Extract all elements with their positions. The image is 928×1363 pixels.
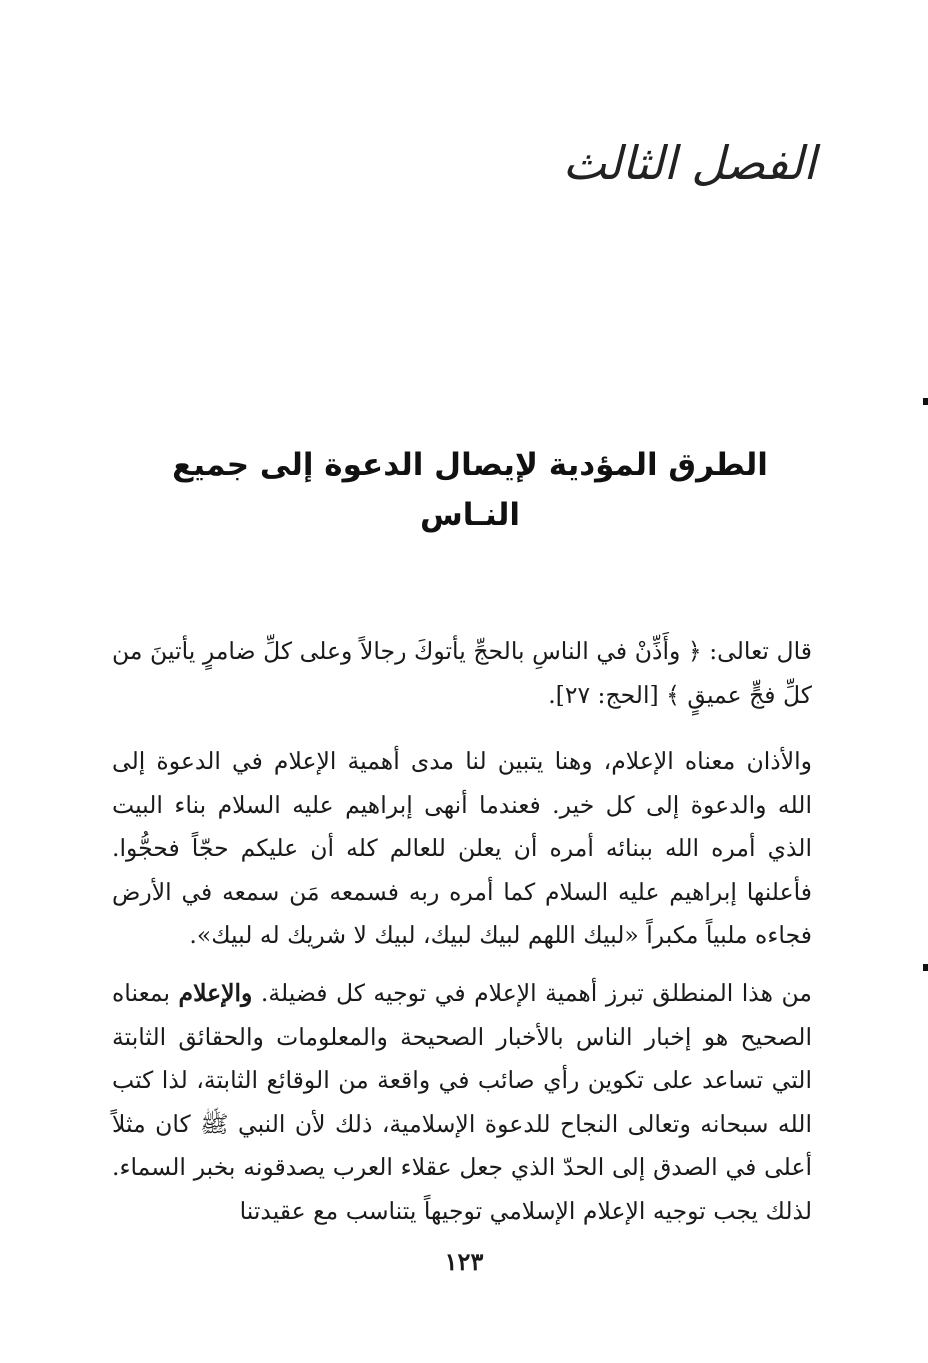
- page-number: ١٢٣: [444, 1247, 484, 1276]
- scan-edge-mark: [923, 964, 928, 971]
- paragraph-verse: قال تعالى: ﴿ وأَذِّنْ في الناسِ بالحجِّ يأتوكَ رجالاً وعلى كلِّ ضامرٍ يأتينَ من كلِّ فجٍّ عميقٍ ﴾ [الحج: ٢٧].: [112, 637, 812, 709]
- paragraph-adhan: والأذان معناه الإعلام، وهنا يتبين لنا مدى أهمية الإعلام في الدعوة إلى الله والدعوة إلى كل خير. فعندما أنهى إبراهيم عليه السلام بناء البيت الذي أمره الله ببنائه أمره أن يعلن للعالم كله أن عليكم حجّاً فحجُّوا. فأعلنها إبراهيم عليه السلام كما أمره ربه فسمعه مَن سمعه في الأرض فجاءه ملبياً مكبراً «لبيك اللهم لبيك لبيك، لبيك لا شريك له لبيك».: [112, 747, 812, 949]
- paragraph-media-bold-term: والإعلام: [178, 979, 253, 1007]
- scan-edge-mark: [923, 398, 928, 405]
- paragraph-media: [112, 972, 812, 1233]
- section-title: الطرق المؤدية لإيصال الدعوة إلى جميع النـاس: [172, 447, 768, 533]
- chapter-heading: الفصل الثالث: [562, 136, 816, 190]
- paragraph-media-rest: بمعناه الصحيح هو إخبار الناس بالأخبار الصحيحة والمعلومات والحقائق الثابتة التي تساعد على تكوين رأي صائب في واقعة من الوقائع الثابتة، لذا كتب الله سبحانه وتعالى النجاح للدعوة الإسلامية، ذلك لأن النبي ﷺ كان مثلاً أعلى في الصدق إلى الحدّ الذي جعل عقلاء العرب يصدقونه بخبر السماء. لذلك يجب توجيه الإعلام الإسلامي توجيهاً يتناسب مع عقيدتنا: [112, 979, 812, 1225]
- paragraph-media-start: من هذا المنطلق تبرز أهمية الإعلام في توجيه كل فضيلة.: [260, 979, 812, 1007]
